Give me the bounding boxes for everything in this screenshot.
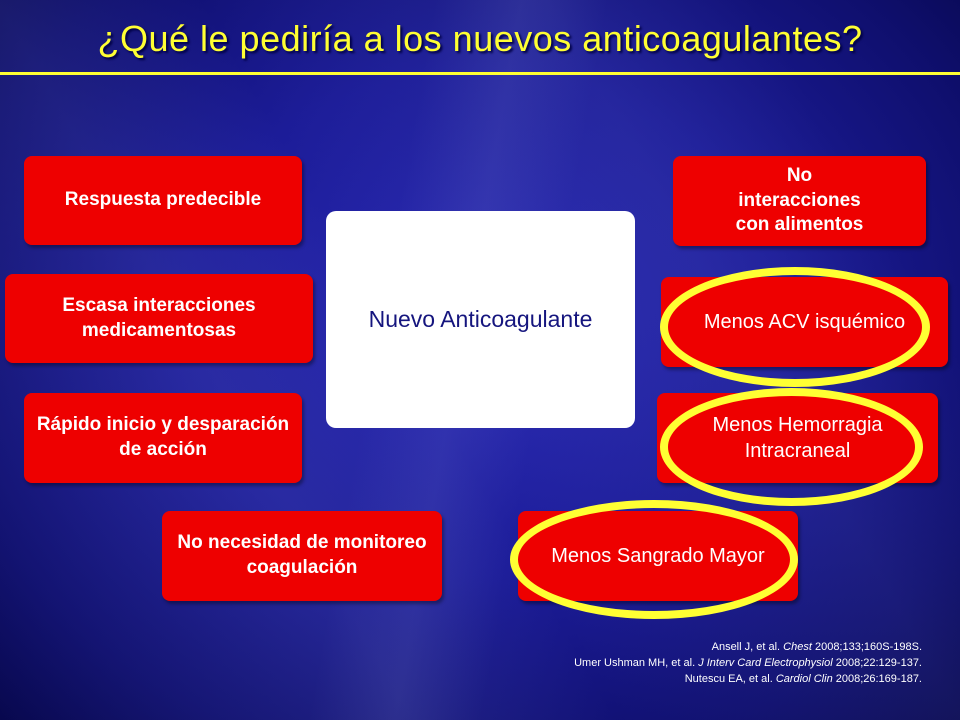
highlight-ellipse-acv: [660, 267, 930, 387]
box-no-interacciones-alimentos: No interacciones con alimentos: [673, 156, 926, 246]
reference-line: Umer Ushman MH, et al. J Interv Card Electrophysiol 2008;22:129-137.: [574, 657, 922, 669]
title-underline: [0, 72, 960, 75]
box-no-necesidad-monitoreo: No necesidad de monitoreo coagulación: [162, 511, 442, 601]
box-menos-acv: Menos ACV isquémico: [661, 277, 948, 367]
references: [574, 639, 922, 687]
box-menos-sangrado: Menos Sangrado Mayor: [518, 511, 798, 601]
box-rapido-inicio: Rápido inicio y desparación de acción: [24, 393, 302, 483]
reference-line: Ansell J, et al. Chest 2008;133;160S-198S.: [711, 641, 922, 653]
box-respuesta-predecible: Respuesta predecible: [24, 156, 302, 245]
center-nuevo-anticoagulante: Nuevo Anticoagulante: [326, 211, 635, 428]
box-menos-hemorragia: Menos Hemorragia Intracraneal: [657, 393, 938, 483]
highlight-ellipse-sangrado: [510, 500, 798, 619]
slide-title: ¿Qué le pediría a los nuevos anticoagulantes?: [97, 18, 863, 59]
highlight-ellipse-hemorragia: [660, 388, 923, 506]
box-escasa-interacciones: Escasa interacciones medicamentosas: [5, 274, 313, 363]
reference-line: Nutescu EA, et al. Cardiol Clin 2008;26:169-187.: [684, 673, 922, 685]
